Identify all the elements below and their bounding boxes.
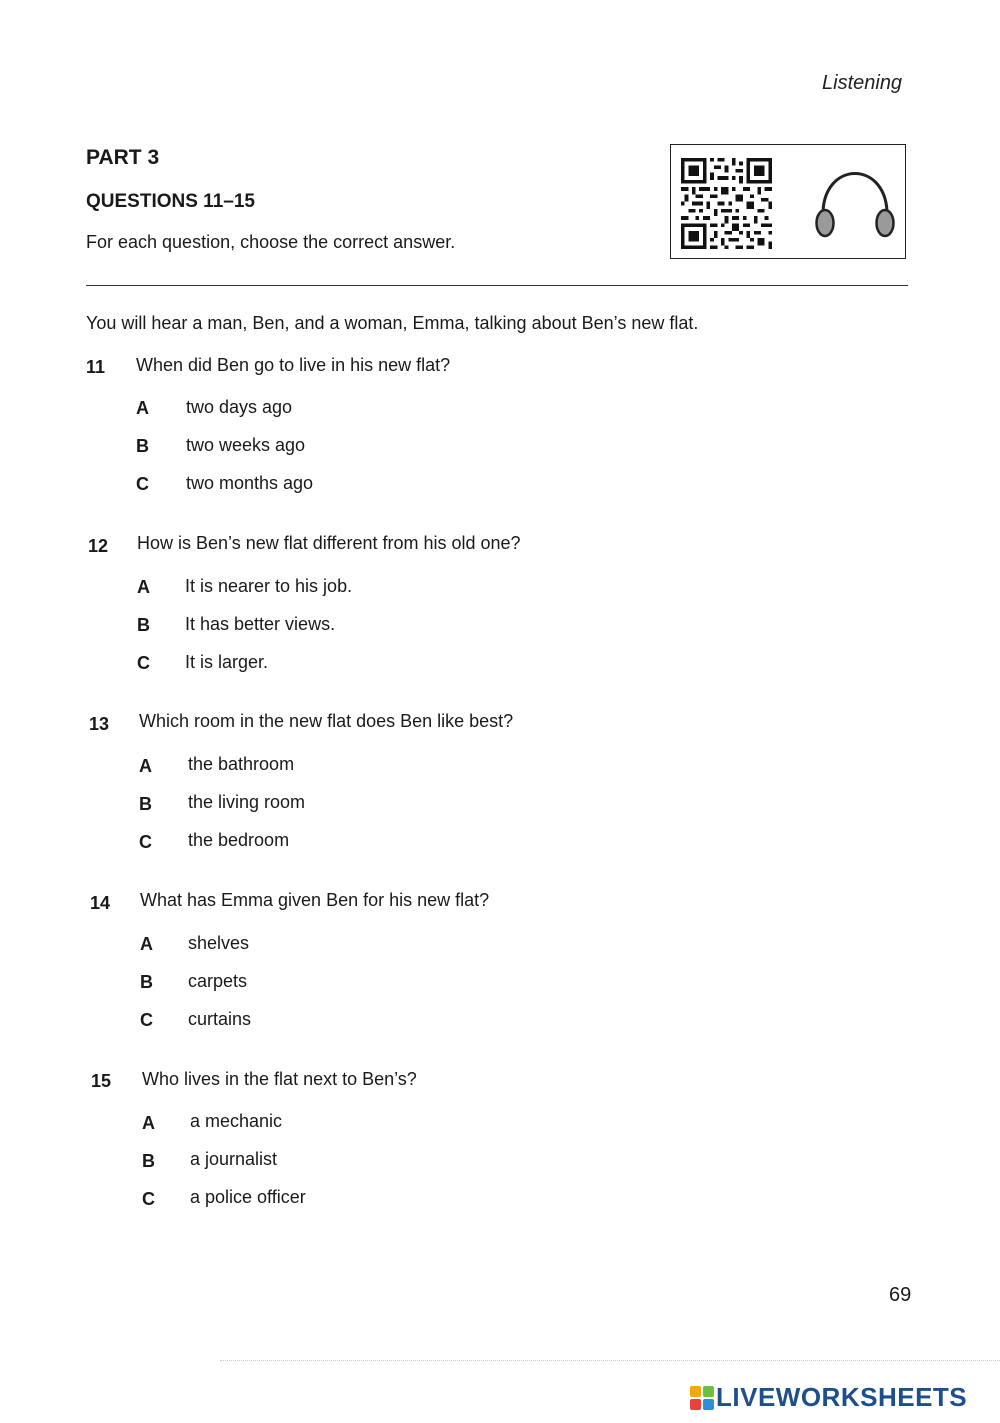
option-text[interactable]: It is larger. [185, 652, 269, 672]
option-letter[interactable]: C [140, 1010, 153, 1030]
option-letter[interactable]: A [140, 934, 153, 954]
listening-intro: You will hear a man, Ben, and a woman, Emma, talking about Ben’s new flat. [86, 313, 699, 333]
option-letter[interactable]: B [142, 1151, 155, 1171]
option-letter[interactable]: A [136, 398, 149, 418]
option-text[interactable]: It has better views. [185, 614, 336, 634]
option-letter[interactable]: B [139, 794, 152, 814]
question-text: How is Ben’s new flat different from his old one? [137, 533, 521, 553]
liveworksheets-logo-icon [690, 1386, 714, 1410]
option-text[interactable]: a journalist [190, 1149, 278, 1169]
option-text[interactable]: It is nearer to his job. [185, 576, 353, 596]
option-text[interactable]: two months ago [186, 473, 314, 493]
option-letter[interactable]: C [142, 1189, 155, 1209]
divider [86, 285, 908, 286]
question-number: 13 [89, 714, 110, 734]
option-letter[interactable]: C [137, 653, 150, 673]
questions-range: QUESTIONS 11–15 [86, 191, 255, 212]
option-text[interactable]: two days ago [186, 397, 293, 417]
option-text[interactable]: curtains [188, 1009, 252, 1029]
question-number: 11 [86, 357, 106, 377]
question-text: When did Ben go to live in his new flat? [136, 355, 451, 375]
option-text[interactable]: the bathroom [188, 754, 295, 774]
option-letter[interactable]: B [137, 615, 150, 635]
option-letter[interactable]: A [139, 756, 152, 776]
option-text[interactable]: a mechanic [190, 1111, 283, 1131]
option-text[interactable]: the living room [188, 792, 306, 812]
question-number: 12 [88, 536, 109, 556]
liveworksheets-brand[interactable] [690, 1382, 967, 1413]
question-text: Which room in the new flat does Ben like best? [139, 711, 514, 731]
question-text: Who lives in the flat next to Ben’s? [142, 1069, 417, 1089]
option-text[interactable]: two weeks ago [186, 435, 306, 455]
option-text[interactable]: a police officer [190, 1187, 306, 1207]
option-text[interactable]: shelves [188, 933, 250, 953]
option-letter[interactable]: B [140, 972, 153, 992]
question-text: What has Emma given Ben for his new flat? [140, 890, 490, 910]
question-number: 14 [90, 893, 111, 913]
question-number: 15 [91, 1071, 112, 1091]
headphones-icon [813, 165, 897, 239]
part-title: PART 3 [86, 146, 160, 169]
qr-code-icon[interactable] [681, 158, 772, 249]
page-number: 69 [889, 1284, 912, 1306]
option-text[interactable]: the bedroom [188, 830, 290, 850]
option-letter[interactable]: B [136, 436, 149, 456]
option-letter[interactable]: C [136, 474, 149, 494]
option-letter[interactable]: C [139, 832, 152, 852]
brand-text: LIVEWORKSHEETS [716, 1382, 968, 1412]
section-label: Listening [822, 72, 903, 94]
option-text[interactable]: carpets [188, 971, 248, 991]
option-letter[interactable]: A [137, 577, 150, 597]
footer-divider [220, 1360, 1000, 1361]
audio-box[interactable] [670, 144, 906, 259]
option-letter[interactable]: A [142, 1113, 155, 1133]
instruction: For each question, choose the correct answer. [86, 232, 456, 252]
